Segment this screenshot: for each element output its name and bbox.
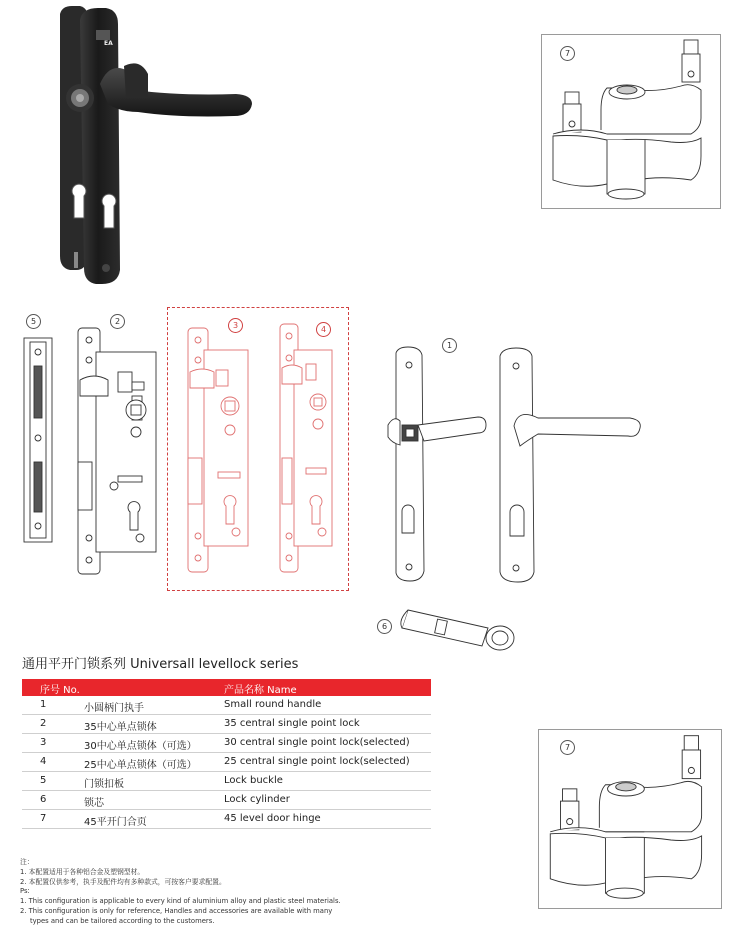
handle-back-drawing [498, 346, 644, 586]
header-name: 产品名称 Name [224, 685, 297, 696]
row-name-cn: 门锁扣板 [84, 779, 124, 790]
row-name-en: 45 level door hinge [224, 813, 321, 824]
lock-buckle-drawing [22, 336, 56, 546]
row-no: 3 [40, 737, 47, 748]
hinge-drawing-top [541, 34, 719, 207]
lock-cylinder-drawing [398, 602, 524, 654]
header-no: 序号 No. [40, 685, 80, 696]
notes-section [20, 858, 341, 927]
row-name-cn: 45平开门合页 [84, 817, 147, 828]
row-name-cn: 30中心单点锁体（可选） [84, 741, 197, 752]
row-name-en: Lock buckle [224, 775, 283, 786]
row-name-en: Lock cylinder [224, 794, 290, 805]
row-name-en: 35 central single point lock [224, 718, 360, 729]
callout-5: 5 [26, 314, 41, 329]
callout-1: 1 [442, 338, 457, 353]
row-name-en: 25 central single point lock(selected) [224, 756, 410, 767]
notes-label-cn: 注： [20, 858, 34, 866]
row-name-cn: 25中心单点锁体（可选） [84, 760, 197, 771]
table-row [22, 810, 431, 829]
row-name-cn: 小圆柄门执手 [84, 703, 144, 714]
note-en-1: 1. This configuration is applicable to every kind of aluminium alloy and plastic steel materials. [20, 897, 341, 906]
lock-body-30-drawing [186, 326, 252, 576]
handle-front-drawing [380, 345, 490, 585]
row-name-cn: 35中心单点锁体 [84, 722, 157, 733]
table-row [22, 772, 431, 791]
row-name-en: 30 central single point lock(selected) [224, 737, 410, 748]
table-header [22, 679, 431, 696]
callout-3: 3 [228, 318, 243, 333]
note-cn-2: 2. 本配置仅供参考，执手及配件均有多种款式，可按客户要求配置。 [20, 877, 226, 886]
table-row [22, 715, 431, 734]
lock-body-35-drawing [74, 326, 160, 576]
callout-2: 2 [110, 314, 125, 329]
row-no: 4 [40, 756, 47, 767]
table-row [22, 734, 431, 753]
handle-brand-logo: EA [104, 40, 113, 47]
table-row [22, 791, 431, 810]
callout-4: 4 [316, 322, 331, 337]
parts-table [22, 679, 431, 829]
note-en-2b: types and can be tailored according to the customers. [30, 916, 215, 925]
row-no: 7 [40, 813, 47, 824]
note-cn-1: 1. 本配置适用于各种铝合金及塑钢型材。 [20, 867, 145, 876]
hinge-drawing-bottom [538, 729, 720, 907]
lock-body-25-drawing [278, 322, 338, 576]
note-en-2a: 2. This configuration is only for reference, Handles and accessories are available with many [20, 906, 333, 915]
table-row [22, 753, 431, 772]
row-name-cn: 锁芯 [84, 798, 104, 809]
handle-product-photo [40, 0, 270, 290]
row-no: 5 [40, 775, 47, 786]
notes-label-en: Ps: [20, 887, 30, 896]
series-title: 通用平开门锁系列 Universall levellock series [22, 657, 299, 672]
callout-6: 6 [377, 619, 392, 634]
callout-7-bottom: 7 [560, 740, 575, 755]
callout-7-top: 7 [560, 46, 575, 61]
row-no: 1 [40, 699, 47, 710]
row-name-en: Small round handle [224, 699, 322, 710]
row-no: 2 [40, 718, 47, 729]
row-no: 6 [40, 794, 47, 805]
table-row [22, 696, 431, 715]
